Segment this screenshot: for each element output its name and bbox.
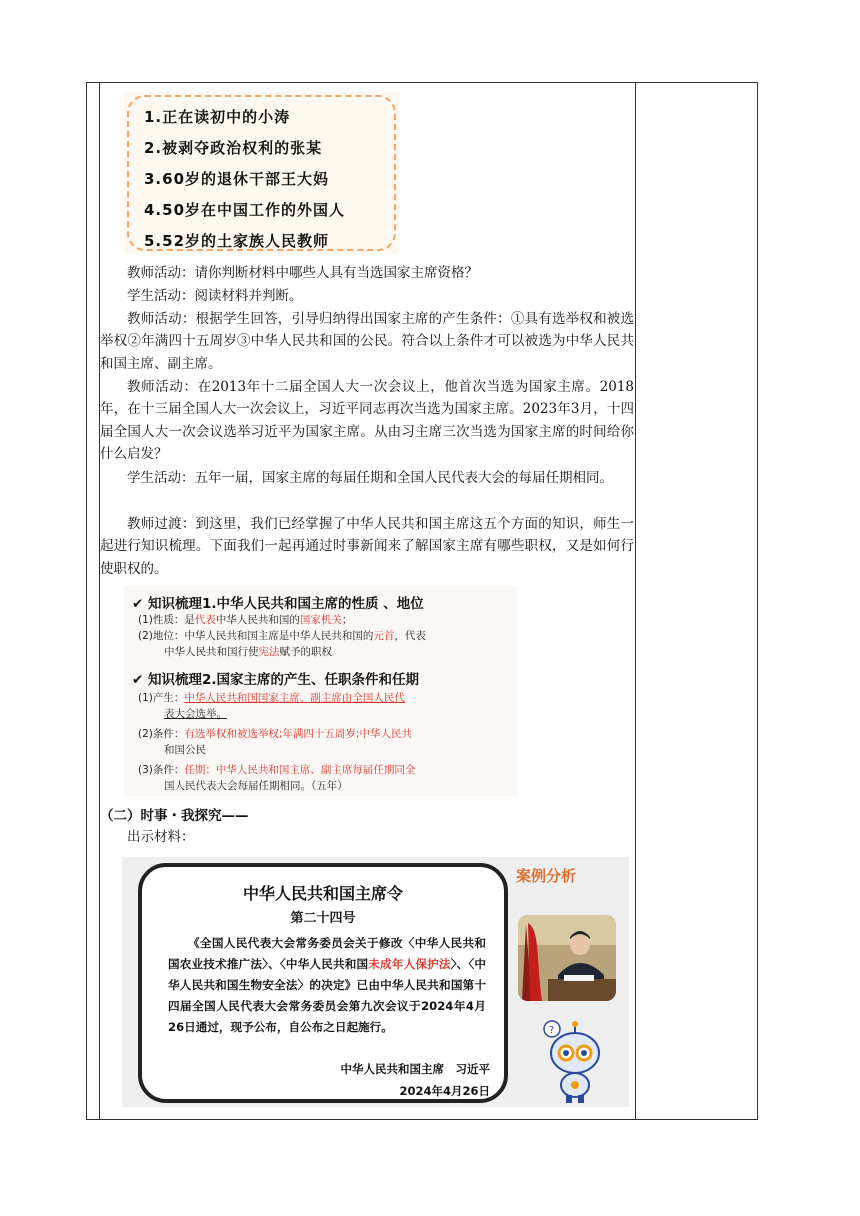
highlight: 有选举权和被选举权;年满四十五周岁;中华人民共 bbox=[184, 728, 412, 740]
highlight: 未成年人保护法 bbox=[368, 957, 451, 971]
highlight: 元首 bbox=[373, 630, 395, 642]
text: 中华人民共和国的 bbox=[215, 614, 300, 626]
knowledge-summary-card bbox=[124, 586, 517, 796]
case-analysis-label: 案例分析 bbox=[516, 867, 577, 885]
robot-illustration bbox=[540, 1017, 610, 1105]
robot-mascot-icon bbox=[540, 1017, 610, 1105]
presidential-decree-card bbox=[122, 857, 629, 1107]
term-line-cont: 国人民代表大会每届任期相同。（五年） bbox=[164, 780, 348, 792]
signing-photo-illustration bbox=[518, 915, 616, 1001]
nature-line bbox=[138, 612, 352, 628]
term-line bbox=[138, 762, 415, 778]
highlight: 代表 bbox=[194, 614, 216, 626]
text: ，代表 bbox=[394, 630, 426, 642]
paragraph-teacher-summary: 教师活动：根据学生回答，引导归纳得出国家主席的产生条件：①具有选举权和被选举权②年满四十五周岁③中华人民共和国的公民。符合以上条件才可以被选为中华人民共和国主席、副主席。 bbox=[100, 311, 634, 372]
candidate-item: 2.被剥夺政治权利的张某 bbox=[144, 139, 323, 157]
table-right-column-divider bbox=[635, 83, 636, 1119]
svg-text:?: ? bbox=[549, 1025, 555, 1036]
highlight: 国家机关 bbox=[299, 614, 342, 626]
paragraph-teacher-history: 教师活动：在2013年十二届全国人大一次会议上，他首次当选为国家主席。2018年，在十三届全国人大一次会议上，习近平同志再次当选为国家主席。2023年3月，十四届全国人大一次会议选举习近平为国家主席。从由习主席三次当选为国家主席的时间给你什么启发？ bbox=[100, 379, 634, 463]
candidate-item: 5.52岁的土家族人民教师 bbox=[144, 232, 330, 250]
text: 赋予的职权 bbox=[279, 646, 332, 658]
text: 中华人民共和国行使 bbox=[164, 646, 259, 658]
text: (2)地位：中华人民共和国主席是中华人民共和国的 bbox=[138, 630, 374, 642]
signing-photo bbox=[518, 915, 616, 1001]
table-left-column bbox=[87, 83, 100, 1119]
text: 《全国人民代表大会常务委员会关于修改〈中华人民共和国农业技术推广法〉、〈中华人民共和国 bbox=[168, 936, 486, 971]
decree-number: 第二十四号 bbox=[290, 911, 356, 926]
text: (1)产生： bbox=[138, 692, 185, 704]
highlight: 中华人民共和国国家主席、副主席由全国人民代 bbox=[184, 692, 405, 704]
candidates-card bbox=[124, 92, 399, 254]
text: (3)条件： bbox=[138, 764, 185, 776]
status-line bbox=[138, 628, 426, 644]
highlight: 任期：中华人民共和国主席、副主席每届任期同全 bbox=[184, 764, 416, 776]
text: ； bbox=[341, 614, 353, 626]
condition-line-cont: 和国公民 bbox=[164, 744, 206, 756]
paragraph-teacher-question: 教师活动：请你判断材料中哪些人具有当选国家主席资格？ bbox=[127, 265, 478, 281]
decree-body bbox=[168, 933, 486, 1038]
decree-date: 2024年4月26日 bbox=[399, 1084, 490, 1098]
status-line-cont bbox=[164, 644, 332, 660]
highlight: 宪法 bbox=[258, 646, 280, 658]
candidate-item: 4.50岁在中国工作的外国人 bbox=[144, 201, 346, 219]
decree-signature: 中华人民共和国主席 习近平 bbox=[340, 1062, 490, 1076]
decree-board bbox=[138, 863, 508, 1103]
candidate-item: 1.正在读初中的小涛 bbox=[144, 108, 291, 126]
election-line-cont: 表大会选举。 bbox=[164, 708, 227, 720]
condition-line bbox=[138, 726, 412, 742]
candidate-item: 3.60岁的退休干部王大妈 bbox=[144, 170, 330, 188]
section-title-current-affairs: （二）时事・我探究—— bbox=[100, 808, 249, 824]
election-line bbox=[138, 690, 405, 706]
paragraph-teacher-transition: 教师过渡：到这里，我们已经掌握了中华人民共和国主席这五个方面的知识，师生一起进行知识梳理。下面我们一起再通过时事新闻来了解国家主席有哪些职权，又是如何行使职权的。 bbox=[100, 516, 634, 577]
decree-title: 中华人民共和国主席令 bbox=[242, 884, 403, 903]
text: 〉、〈中华人民共和国生物安全法〉的决定》已由中华人民共和国第十四届全国人民代表大会常务委员会第九次会议于2024年4月26日通过，现予公布，自公布之日起施行。 bbox=[168, 957, 486, 1034]
knowledge-heading-2: ✔ 知识梳理2.国家主席的产生、任职条件和任期 bbox=[132, 672, 420, 688]
text: (1)性质：是 bbox=[138, 614, 195, 626]
text: (2)条件： bbox=[138, 728, 185, 740]
paragraph-show-material: 出示材料： bbox=[127, 829, 195, 845]
knowledge-heading-1: ✔ 知识梳理1.中华人民共和国主席的性质 、地位 bbox=[132, 596, 424, 612]
paragraph-student-insight: 学生活动：五年一届，国家主席的每届任期和全国人民代表大会的每届任期相同。 bbox=[127, 470, 613, 486]
paragraph-student-read: 学生活动：阅读材料并判断。 bbox=[127, 288, 303, 304]
